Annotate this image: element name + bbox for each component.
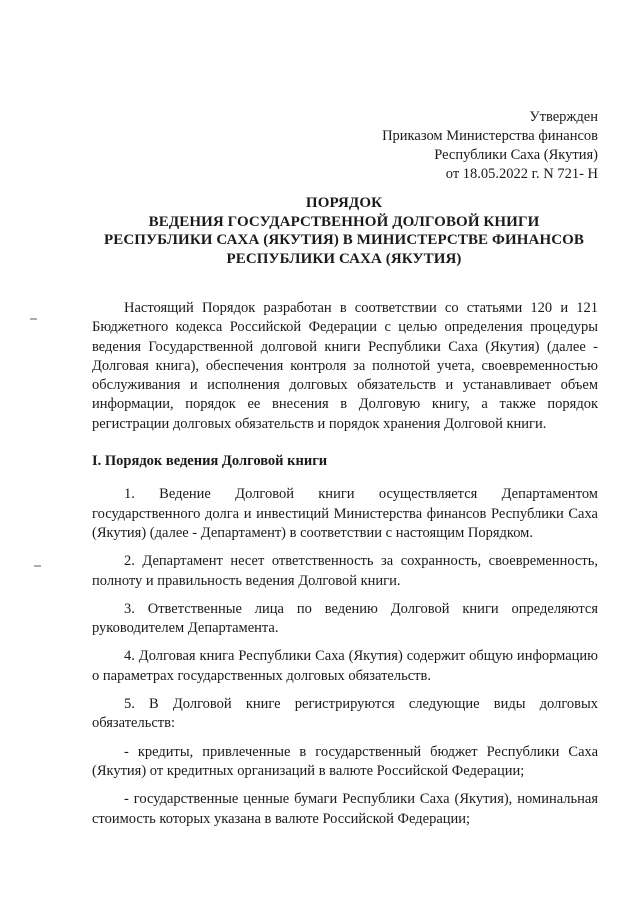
intro-paragraph: Настоящий Порядок разработан в соответствии со статьями 120 и 121 Бюджетного кодекса Российской Федерации с целью определения процедуры ведения Государственной долговой книги Республики Саха (Якутия) (далее - Долговая книга), обеспечения контроля за полнотой учета, своевременностью обслуживания и исполнения долговых обязательств и устанавливает объем информации, порядок ее внесения в Долговую книгу, а также порядок регистрации долговых обязательств и порядок хранения Долговой книги.: [92, 300, 598, 432]
approval-line: Утвержден: [529, 109, 598, 125]
list-item: - кредиты, привлеченные в государственный бюджет Республики Саха (Якутия) от кредитных организаций в валюте Российской Федерации;: [92, 743, 598, 779]
paragraph-item: 1. Ведение Долговой книги осуществляется Департаментом государственного долга и инвестиций Министерства финансов Республики Саха (Якутия) (далее - Департамент) в соответствии с настоящим Порядком.: [92, 486, 598, 541]
paragraph-item: 5. В Долговой книге регистрируются следующие виды долговых обязательств:: [92, 696, 598, 732]
title-line: РЕСПУБЛИКИ САХА (ЯКУТИЯ): [226, 250, 462, 267]
paragraph-item: 4. Долговая книга Республики Саха (Якутия) содержит общую информацию о параметрах государственных долговых обязательств.: [92, 648, 598, 684]
scan-artifact: [30, 318, 37, 320]
approval-line: Республики Саха (Якутия): [434, 147, 598, 163]
approval-line: Приказом Министерства финансов: [382, 128, 598, 144]
approval-block: [382, 108, 598, 184]
title-line: ВЕДЕНИЯ ГОСУДАРСТВЕННОЙ ДОЛГОВОЙ КНИГИ: [148, 213, 540, 230]
document-title: [90, 194, 598, 268]
paragraph-item: 2. Департамент несет ответственность за сохранность, своевременность, полноту и правильность ведения Долговой книги.: [92, 553, 598, 589]
paragraph-item: 3. Ответственные лица по ведению Долговой книги определяются руководителем Департамента.: [92, 600, 598, 637]
section-heading: I. Порядок ведения Долговой книги: [92, 453, 328, 470]
approval-date-line: от 18.05.2022 г. N 721- Н: [445, 166, 598, 182]
scan-artifact: [34, 565, 41, 567]
document-body: [92, 299, 598, 829]
title-line: ПОРЯДОК: [305, 195, 383, 211]
title-line: РЕСПУБЛИКИ САХА (ЯКУТИЯ) В МИНИСТЕРСТВЕ ФИНАНСОВ: [103, 232, 585, 248]
list-item: - государственные ценные бумаги Республики Саха (Якутия), номинальная стоимость которых указана в валюте Российской Федерации;: [92, 791, 598, 827]
